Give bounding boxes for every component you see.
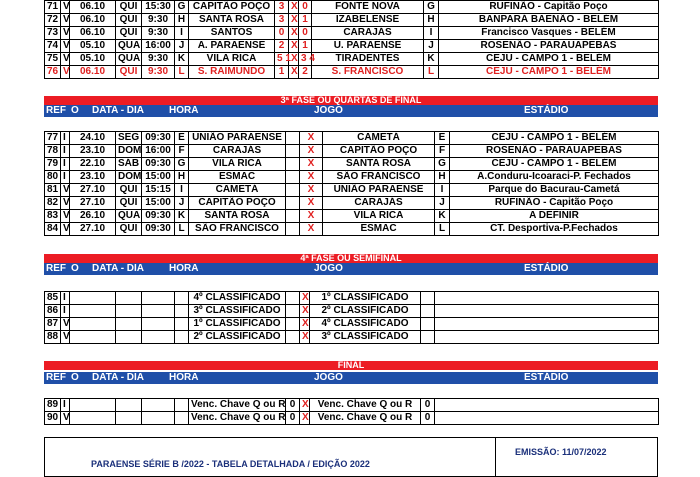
leg-code: I xyxy=(61,158,70,171)
stadium xyxy=(435,399,659,412)
away-score: 2 xyxy=(299,66,312,79)
game-number: 81 xyxy=(45,184,61,197)
versus-mark: X xyxy=(289,27,299,40)
away-team: SÃO FRANCISCO xyxy=(323,171,435,184)
game-number: 72 xyxy=(45,14,61,27)
group-letter-away: K xyxy=(424,53,439,66)
game-date: 06.10 xyxy=(70,1,116,14)
game-time xyxy=(142,305,175,318)
game-number: 86 xyxy=(45,305,61,318)
table-row xyxy=(45,331,659,344)
away-team: UNIÃO PARAENSE xyxy=(323,184,435,197)
group-letter xyxy=(175,331,189,344)
stadium: Parque do Bacurau-Cametá xyxy=(450,184,659,197)
header-jogo: JOGO xyxy=(314,105,343,116)
game-date xyxy=(70,318,116,331)
game-number: 75 xyxy=(45,53,61,66)
versus-mark: X xyxy=(300,412,310,425)
stadium xyxy=(435,305,659,318)
table-row xyxy=(45,305,659,318)
stadium xyxy=(435,292,659,305)
group-letter: E xyxy=(175,132,189,145)
footer-box xyxy=(44,437,658,477)
game-day: QUI xyxy=(116,197,142,210)
stadium: A.Conduru-Icoaraci-P. Fechados xyxy=(450,171,659,184)
table-row xyxy=(45,53,659,66)
home-team: UNIÃO PARAENSE xyxy=(189,132,286,145)
away-score xyxy=(421,331,435,344)
group-letter-away: L xyxy=(435,223,450,236)
table-row xyxy=(45,223,659,236)
table-row xyxy=(45,210,659,223)
group-letter: J xyxy=(175,197,189,210)
versus-mark: X xyxy=(289,53,299,66)
group-letter-away: J xyxy=(435,197,450,210)
game-number: 73 xyxy=(45,27,61,40)
stadium: Francisco Vasques - BELÉM xyxy=(439,27,659,40)
game-day: SÁB xyxy=(116,158,142,171)
stadium: ROSENÃO - PARAUAPEBAS xyxy=(450,145,659,158)
away-team: Venc. Chave Q ou R xyxy=(310,399,421,412)
game-time: 16:00 xyxy=(142,40,175,53)
leg-code: V xyxy=(61,14,70,27)
table-row xyxy=(45,318,659,331)
game-time: 15:00 xyxy=(142,171,175,184)
leg-code: I xyxy=(61,305,70,318)
header-estadio: ESTÁDIO xyxy=(524,372,569,383)
home-team: A. PARAENSE xyxy=(189,40,275,53)
group-letter-away: L xyxy=(424,66,439,79)
group-letter-away: F xyxy=(435,145,450,158)
game-date: 05.10 xyxy=(70,53,116,66)
versus-mark: X xyxy=(300,399,310,412)
away-team: 1º CLASSIFICADO xyxy=(310,292,421,305)
home-score: 1 xyxy=(275,66,289,79)
game-number: 80 xyxy=(45,171,61,184)
versus-mark: X xyxy=(300,184,323,197)
game-time xyxy=(142,318,175,331)
away-team: S. FRANCISCO xyxy=(312,66,424,79)
game-date: 22.10 xyxy=(70,158,116,171)
group-letter: H xyxy=(175,171,189,184)
game-number: 88 xyxy=(45,331,61,344)
group-letter xyxy=(175,412,189,425)
home-team: 1º CLASSIFICADO xyxy=(189,318,286,331)
footer-divider xyxy=(495,438,496,476)
away-team: IZABELENSE xyxy=(312,14,424,27)
game-day xyxy=(116,305,142,318)
group-letter: G xyxy=(175,1,189,14)
stadium: RUFINÃO - Capitão Poço xyxy=(450,197,659,210)
away-score: 1 xyxy=(299,14,312,27)
leg-code: V xyxy=(61,66,70,79)
game-day: QUI xyxy=(116,1,142,14)
away-score xyxy=(421,305,435,318)
home-team: 2º CLASSIFICADO xyxy=(189,331,286,344)
game-time: 9:30 xyxy=(142,66,175,79)
game-day xyxy=(116,412,142,425)
group-letter xyxy=(175,292,189,305)
group-letter-away: I xyxy=(435,184,450,197)
group-letter: F xyxy=(175,145,189,158)
stadium xyxy=(435,318,659,331)
away-score: 0 xyxy=(299,1,312,14)
game-date: 05.10 xyxy=(70,40,116,53)
home-team: SANTA ROSA xyxy=(189,210,286,223)
home-score: 0 xyxy=(286,399,300,412)
game-time: 16:00 xyxy=(142,145,175,158)
table-row xyxy=(45,184,659,197)
group-letter xyxy=(175,305,189,318)
header-jogo: JOGO xyxy=(314,263,343,274)
game-date: 06.10 xyxy=(70,66,116,79)
away-team: CARAJÁS xyxy=(312,27,424,40)
game-number: 71 xyxy=(45,1,61,14)
group-letter-away: J xyxy=(424,40,439,53)
home-score xyxy=(286,223,300,236)
table-row xyxy=(45,132,659,145)
leg-code: V xyxy=(61,53,70,66)
game-day: QUI xyxy=(116,27,142,40)
versus-mark: X xyxy=(300,331,310,344)
away-team: 3º CLASSIFICADO xyxy=(310,331,421,344)
stadium: CEJU - CAMPO 1 - BELÉM xyxy=(450,132,659,145)
game-day: QUA xyxy=(116,40,142,53)
game-day: QUI xyxy=(116,66,142,79)
home-team: CARAJÁS xyxy=(189,145,286,158)
stadium: CT. Desportiva-P.Fechados xyxy=(450,223,659,236)
versus-mark: X xyxy=(289,14,299,27)
away-team: 2º CLASSIFICADO xyxy=(310,305,421,318)
phase3-title: 3ª FASE OU QUARTAS DE FINAL xyxy=(44,96,658,105)
away-score: 0 xyxy=(421,412,435,425)
home-score xyxy=(286,145,300,158)
group-letter: I xyxy=(175,27,189,40)
game-number: 85 xyxy=(45,292,61,305)
home-team: ESMAC xyxy=(189,171,286,184)
stadium: RUFINÃO - Capitão Poço xyxy=(439,1,659,14)
game-date xyxy=(70,399,116,412)
leg-code: V xyxy=(61,318,70,331)
home-score xyxy=(286,292,300,305)
home-score: 0 xyxy=(275,27,289,40)
final-header xyxy=(44,372,658,384)
game-time: 09:30 xyxy=(142,132,175,145)
game-date xyxy=(70,331,116,344)
group-letter: G xyxy=(175,158,189,171)
stadium: CEJU - CAMPO 1 - BELÉM xyxy=(439,53,659,66)
away-team: TIRADENTES xyxy=(312,53,424,66)
game-number: 74 xyxy=(45,40,61,53)
game-day xyxy=(116,292,142,305)
game-date: 27.10 xyxy=(70,197,116,210)
header-estadio: ESTÁDIO xyxy=(524,105,569,116)
game-date: 27.10 xyxy=(70,223,116,236)
game-time: 9:30 xyxy=(142,53,175,66)
header-date: DATA - DIA xyxy=(92,372,145,383)
home-team: VILA RICA xyxy=(189,158,286,171)
game-day: QUI xyxy=(116,14,142,27)
group-letter: K xyxy=(175,53,189,66)
leg-code: I xyxy=(61,292,70,305)
away-team: SANTA ROSA xyxy=(323,158,435,171)
game-time xyxy=(142,412,175,425)
leg-code: V xyxy=(61,331,70,344)
game-day xyxy=(116,331,142,344)
versus-mark: X xyxy=(289,40,299,53)
leg-code: V xyxy=(61,412,70,425)
versus-mark: X xyxy=(300,197,323,210)
table-row xyxy=(45,399,659,412)
versus-mark: X xyxy=(300,132,323,145)
game-number: 89 xyxy=(45,399,61,412)
group-letter: K xyxy=(175,210,189,223)
leg-code: V xyxy=(61,1,70,14)
header-hora: HORA xyxy=(169,372,199,383)
group-letter xyxy=(175,318,189,331)
game-number: 78 xyxy=(45,145,61,158)
table-row xyxy=(45,27,659,40)
game-time: 9:30 xyxy=(142,27,175,40)
game-day: QUI xyxy=(116,223,142,236)
home-team: 3º CLASSIFICADO xyxy=(189,305,286,318)
versus-mark: X xyxy=(300,223,323,236)
game-number: 87 xyxy=(45,318,61,331)
game-day xyxy=(116,318,142,331)
game-date xyxy=(70,305,116,318)
away-team: ESMAC xyxy=(323,223,435,236)
away-team: 4º CLASSIFICADO xyxy=(310,318,421,331)
away-score: 0 xyxy=(421,399,435,412)
home-score xyxy=(286,210,300,223)
table-row xyxy=(45,171,659,184)
away-team: CAMETÁ xyxy=(323,132,435,145)
home-score xyxy=(286,158,300,171)
home-score xyxy=(286,305,300,318)
header-date: DATA - DIA xyxy=(92,263,145,274)
header-estadio: ESTÁDIO xyxy=(524,263,569,274)
leg-code: V xyxy=(61,40,70,53)
group-letter-away: E xyxy=(435,132,450,145)
game-time: 09:30 xyxy=(142,210,175,223)
away-team: FONTE NOVA xyxy=(312,1,424,14)
away-score: 0 xyxy=(299,27,312,40)
home-score: 3 xyxy=(275,14,289,27)
home-team: CAPITÃO POÇO xyxy=(189,1,275,14)
game-day: QUI xyxy=(116,184,142,197)
final-title: FINAL xyxy=(44,361,658,370)
game-time: 09:30 xyxy=(142,223,175,236)
home-score: 5 1 xyxy=(275,53,289,66)
table-row xyxy=(45,292,659,305)
game-number: 79 xyxy=(45,158,61,171)
away-team: CARAJÁS xyxy=(323,197,435,210)
home-team: SANTA ROSA xyxy=(189,14,275,27)
stadium: BANPARÁ BAENÃO - BELÉM xyxy=(439,14,659,27)
home-score: 2 xyxy=(275,40,289,53)
stadium: ROSENÃO - PARAUAPEBAS xyxy=(439,40,659,53)
game-day: DOM xyxy=(116,145,142,158)
header-ref: REF xyxy=(46,105,66,116)
versus-mark: X xyxy=(300,305,310,318)
game-date: 06.10 xyxy=(70,14,116,27)
home-team: SANTOS xyxy=(189,27,275,40)
phase4-title: 4ª FASE OU SEMIFINAL xyxy=(44,254,658,263)
stadium: A DEFINIR xyxy=(450,210,659,223)
edition-title: PARAENSE SÉRIE B /2022 - TABELA DETALHADA / EDIÇÃO 2022 xyxy=(91,459,370,469)
game-time: 15:30 xyxy=(142,1,175,14)
versus-mark: X xyxy=(300,171,323,184)
phase4-header xyxy=(44,263,658,275)
table-row xyxy=(45,145,659,158)
game-day: DOM xyxy=(116,171,142,184)
group-letter-away: K xyxy=(435,210,450,223)
game-number: 82 xyxy=(45,197,61,210)
phase3-table xyxy=(44,131,659,236)
away-score xyxy=(421,292,435,305)
game-day: QUA xyxy=(116,210,142,223)
home-team: Venc. Chave Q ou R xyxy=(189,399,286,412)
leg-code: V xyxy=(61,197,70,210)
home-score xyxy=(286,171,300,184)
game-date: 23.10 xyxy=(70,145,116,158)
game-date: 24.10 xyxy=(70,132,116,145)
group-letter xyxy=(175,399,189,412)
home-score xyxy=(286,197,300,210)
away-team: Venc. Chave Q ou R xyxy=(310,412,421,425)
leg-code: V xyxy=(61,27,70,40)
game-date: 27.10 xyxy=(70,184,116,197)
home-team: VILA RICA xyxy=(189,53,275,66)
versus-mark: X xyxy=(300,210,323,223)
home-score: 0 xyxy=(286,412,300,425)
leg-code: V xyxy=(61,210,70,223)
group-letter-away: I xyxy=(424,27,439,40)
versus-mark: X xyxy=(289,1,299,14)
table-row xyxy=(45,14,659,27)
stadium: CEJU - CAMPO 1 - BELÉM xyxy=(450,158,659,171)
group-letter-away: G xyxy=(424,1,439,14)
table-row xyxy=(45,197,659,210)
away-team: U. PARAENSE xyxy=(312,40,424,53)
stadium xyxy=(435,412,659,425)
game-number: 77 xyxy=(45,132,61,145)
home-score: 3 xyxy=(275,1,289,14)
game-day: SEG xyxy=(116,132,142,145)
game-time xyxy=(142,331,175,344)
group-letter: I xyxy=(175,184,189,197)
game-day xyxy=(116,399,142,412)
header-ref: REF xyxy=(46,263,66,274)
table-row xyxy=(45,1,659,14)
header-date: DATA - DIA xyxy=(92,105,145,116)
home-team: S. RAIMUNDO xyxy=(189,66,275,79)
game-time xyxy=(142,399,175,412)
versus-mark: X xyxy=(300,318,310,331)
header-o: O xyxy=(71,263,79,274)
game-number: 76 xyxy=(45,66,61,79)
table-row xyxy=(45,158,659,171)
game-time: 9:30 xyxy=(142,14,175,27)
group-letter: L xyxy=(175,223,189,236)
versus-mark: X xyxy=(300,145,323,158)
away-score: 3 4 xyxy=(299,53,312,66)
game-day: QUA xyxy=(116,53,142,66)
away-team: VILA RICA xyxy=(323,210,435,223)
leg-code: V xyxy=(61,223,70,236)
versus-mark: X xyxy=(300,158,323,171)
phase3-header xyxy=(44,105,658,117)
top-games-table xyxy=(44,0,659,79)
home-score xyxy=(286,318,300,331)
game-number: 90 xyxy=(45,412,61,425)
group-letter-away: H xyxy=(424,14,439,27)
home-score xyxy=(286,331,300,344)
leg-code: V xyxy=(61,184,70,197)
phase4-table xyxy=(44,291,659,344)
header-o: O xyxy=(71,105,79,116)
home-score xyxy=(286,184,300,197)
versus-mark: X xyxy=(289,66,299,79)
group-letter-away: H xyxy=(435,171,450,184)
away-team: CAPITÃO POÇO xyxy=(323,145,435,158)
leg-code: I xyxy=(61,399,70,412)
home-team: 4º CLASSIFICADO xyxy=(189,292,286,305)
header-o: O xyxy=(71,372,79,383)
header-jogo: JOGO xyxy=(314,372,343,383)
header-ref: REF xyxy=(46,372,66,383)
home-team: CAMETÁ xyxy=(189,184,286,197)
game-date: 26.10 xyxy=(70,210,116,223)
game-time: 09:30 xyxy=(142,158,175,171)
home-score xyxy=(286,132,300,145)
game-date: 06.10 xyxy=(70,27,116,40)
table-row xyxy=(45,40,659,53)
game-time: 15:00 xyxy=(142,197,175,210)
header-hora: HORA xyxy=(169,263,199,274)
stadium: CEJU - CAMPO 1 - BELÉM xyxy=(439,66,659,79)
leg-code: I xyxy=(61,171,70,184)
group-letter: L xyxy=(175,66,189,79)
away-score xyxy=(421,318,435,331)
home-team: Venc. Chave Q ou R xyxy=(189,412,286,425)
away-score: 1 xyxy=(299,40,312,53)
table-row xyxy=(45,66,659,79)
table-row xyxy=(45,412,659,425)
leg-code: I xyxy=(61,145,70,158)
game-date xyxy=(70,292,116,305)
emission-date: EMISSÃO: 11/07/2022 xyxy=(515,447,607,457)
final-table xyxy=(44,398,659,425)
versus-mark: X xyxy=(300,292,310,305)
group-letter-away: G xyxy=(435,158,450,171)
home-team: SÃO FRANCISCO xyxy=(189,223,286,236)
header-hora: HORA xyxy=(169,105,199,116)
game-number: 84 xyxy=(45,223,61,236)
stadium xyxy=(435,331,659,344)
game-time xyxy=(142,292,175,305)
game-date: 23.10 xyxy=(70,171,116,184)
group-letter: H xyxy=(175,14,189,27)
group-letter: J xyxy=(175,40,189,53)
game-number: 83 xyxy=(45,210,61,223)
game-time: 15:15 xyxy=(142,184,175,197)
leg-code: I xyxy=(61,132,70,145)
home-team: CAPITÃO POÇO xyxy=(189,197,286,210)
game-date xyxy=(70,412,116,425)
